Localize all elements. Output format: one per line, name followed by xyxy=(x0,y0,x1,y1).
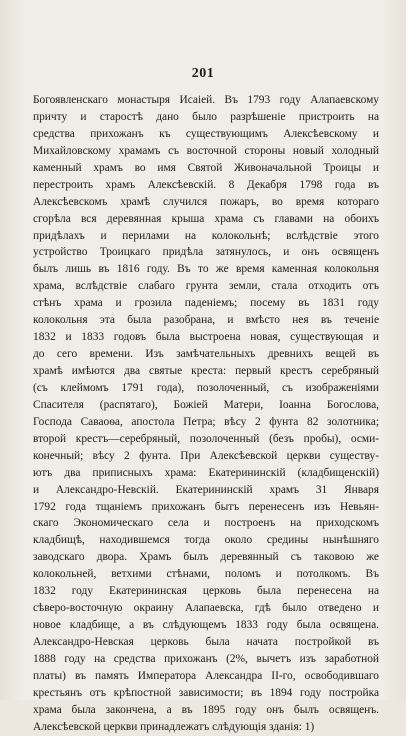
text-line: Александро-Невская церковь была начата постройкой въ xyxy=(33,636,379,648)
text-line: (съ клеймомъ 1791 года), позолоченный, съ изображеніями xyxy=(33,381,379,394)
text-line: Спасителя (распятаго), Божіей Матери, Іоанна Богослова, xyxy=(33,398,379,411)
text-line: храмѣ имѣются два святые креста: первый крестъ серебряный xyxy=(33,365,379,377)
text-line: заводскаго двора. Храмъ былъ деревянный съ таковою же xyxy=(33,551,379,564)
text-line: второй крестъ—серебряный, позолоченный (безъ пробы), осми- xyxy=(33,432,379,445)
text-line: 1832 году Екатерининская церковь была перенесена на xyxy=(33,585,379,598)
text-line: ютъ два приписныхъ храма: Екатерининскій (кладбищенскій) xyxy=(33,466,379,479)
text-line: былъ лишь въ 1816 году. Въ то же время каменная колокольня xyxy=(33,263,379,276)
text-line: до сего времени. Изъ замѣчательныхъ древнихъ вещей въ xyxy=(33,348,379,361)
text-line: устройство Троицкаго придѣла затянулось, и онъ освященъ xyxy=(33,246,379,259)
text-line: сѣверо-восточную окраину Алапаевска, гдѣ было отведено и xyxy=(33,602,379,615)
text-line: платы) въ память Императора Александра II-го, освободившаго xyxy=(33,669,379,682)
text-line: и Александро-Невскій. Екатерининскій храмъ 31 Января xyxy=(33,483,379,496)
text-line: Богоявленскаго монастыря Исаіей. Въ 1793 году Алапаевскому xyxy=(33,94,379,106)
text-line: крестьянъ отъ крѣпостной зависимости; въ 1894 году постройка xyxy=(33,686,379,699)
text-line: колокольней, ветхими стѣнами, поломъ и потолкомъ. Въ xyxy=(33,568,379,581)
text-line: кладбищѣ, находившемся тогда около средины нынѣшняго xyxy=(33,534,379,547)
text-line: 1832 и 1833 годовъ была выстроена новая, существующая и xyxy=(33,331,379,344)
text-line: перестроить храмъ Алексѣевскій. 8 Декабря 1798 года въ xyxy=(33,178,379,191)
text-line: 1888 году на средства прихожанъ (2%, вычетъ изъ заработной xyxy=(33,652,379,665)
text-line: средства прихожанъ къ существующимъ Алексѣевскому и xyxy=(33,127,379,140)
text-line: 1792 года тщаніемъ прихожанъ бытъ перенесенъ изъ Невьян- xyxy=(33,500,379,513)
body-text xyxy=(33,92,379,736)
text-line: храма, вслѣдствіе слабаго грунта земли, стала отходить отъ xyxy=(33,280,379,293)
text-line: храма была закончена, а въ 1895 году онъ былъ освященъ. xyxy=(33,703,379,716)
text-line: Господа Саваоѳа, апостола Петра; вѣсу 2 фунта 82 золотника; xyxy=(33,415,379,428)
text-line: Алексѣевскомъ храмѣ случился пожаръ, во время котораго xyxy=(33,195,379,208)
text-line: колокольня эта была разобрана, и вмѣсто нея въ теченіе xyxy=(33,314,379,327)
text-line: причту и старостѣ дано было разрѣшеніе пристроить на xyxy=(33,110,379,123)
text-line: сгорѣла вся деревянная крыша храма съ главами на обоихъ xyxy=(33,212,379,225)
text-line: новое кладбище, а въ слѣдующемъ 1833 году была освящена. xyxy=(33,619,379,632)
page-number: 201 xyxy=(191,66,215,81)
text-line: Михайловскому храмамъ съ восточной стороны новый холодный xyxy=(33,144,379,157)
text-line: стѣнъ храма и грозила паденіемъ; посему въ 1831 году xyxy=(33,297,379,310)
text-line: конечный; вѣсу 2 фунта. При Алексѣевской церкви существу- xyxy=(33,449,379,462)
text-line: скаго Экономическаго села и построенъ на приходскомъ xyxy=(33,517,379,530)
text-line: придѣлахъ и перилами на колокольнѣ; вслѣдствіе этого xyxy=(33,229,379,242)
text-line: Алексѣевской церкви принадлежатъ слѣдующія зданія: 1) xyxy=(33,720,315,733)
text-line: каменный храмъ во имя Святой Живоначальной Троицы и xyxy=(33,161,379,174)
